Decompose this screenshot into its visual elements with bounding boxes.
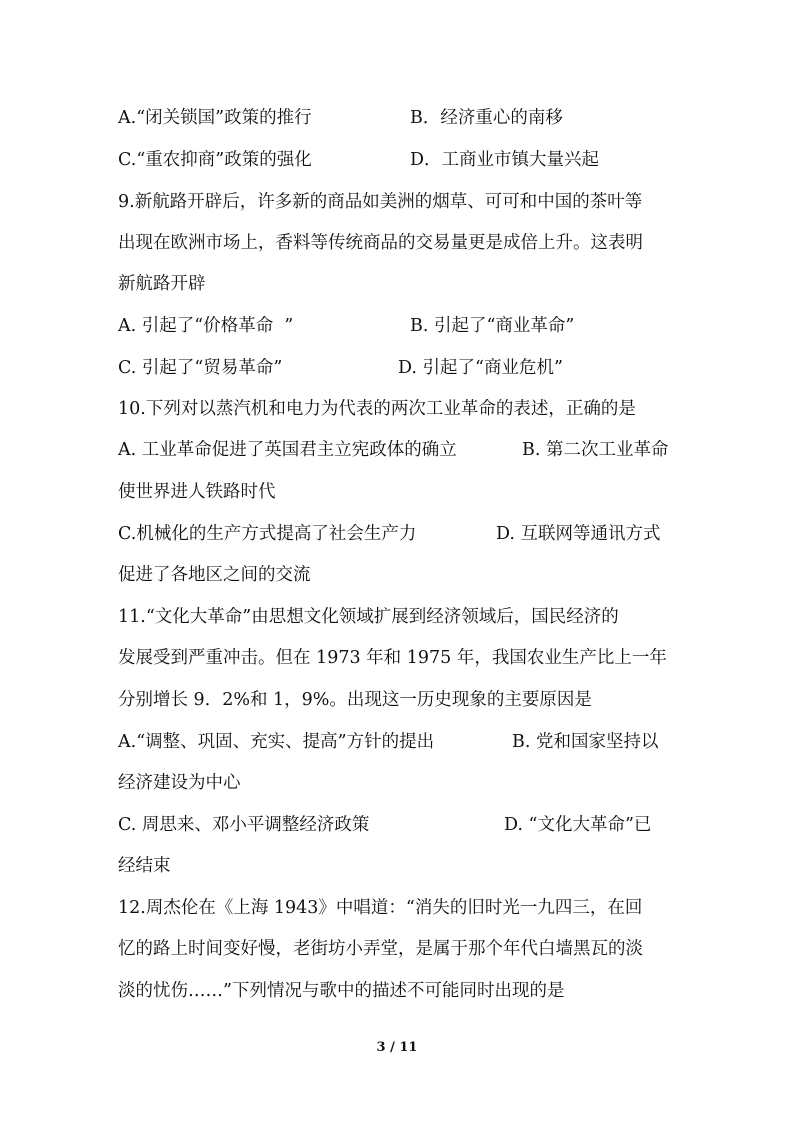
q11-option-d: D. “文化大革命”已 [504,815,652,835]
q10-option-a: A. 工业革命促进了英国君主立宪政体的确立 [118,440,457,460]
q9-option-a: A. 引起了“价格革命 ” [118,316,294,336]
q11-stem-line-3: 分别增长 9．2%和 1，9%。出现这一历史现象的主要原因是 [118,690,592,710]
q9-option-d: D. 引起了“商业危机” [398,358,563,378]
q11-option-a: A.“调整、巩固、充实、提高”方针的提出 [118,732,435,752]
q10-option-d: D. 互联网等通讯方式 [496,524,661,544]
q11-option-c: C. 周思来、邓小平调整经济政策 [118,815,370,835]
q9-option-b: B. 引起了“商业革命” [410,316,575,336]
q12-stem-line-3: 淡的忧伤……”下列情况与歌中的描述不可能同时出现的是 [118,981,565,1001]
q11-stem-line-1: 11.“文化大革命”由思想文化领域扩展到经济领域后，国民经济的 [118,607,619,627]
q10-option-b: B. 第二次工业革命 [522,440,669,460]
q12-stem-line-2: 忆的路上时间变好慢，老街坊小弄堂，是属于那个年代白墙黑瓦的淡 [118,939,643,959]
q10-option-c: C.机械化的生产方式提高了社会生产力 [118,524,417,544]
page-number: 3 / 11 [376,1040,418,1055]
q11-option-b-continued: 经济建设为中心 [118,773,241,793]
q10-stem: 10.下列对以蒸汽机和电力为代表的两次工业革命的表述，正确的是 [118,399,636,419]
q9-stem-line-1: 9.新航路开辟后，许多新的商品如美洲的烟草、可可和中国的茶叶等 [118,192,643,212]
q11-option-b: B. 党和国家坚持以 [512,732,659,752]
q11-option-d-continued: 经结束 [118,856,171,876]
q8-option-c: C.“重农抑商”政策的强化 [118,150,312,170]
q9-stem-line-3: 新航路开辟 [118,274,206,294]
q8-option-b: B．经济重心的南移 [410,108,563,128]
q12-stem-line-1: 12.周杰伦在《上海 1943》中唱道：“消失的旧时光一九四三，在回 [118,898,643,918]
q10-option-d-continued: 促进了各地区之间的交流 [118,565,311,585]
q8-option-d: D．工商业市镇大量兴起 [410,150,600,170]
q10-option-b-continued: 使世界进人铁路时代 [118,482,276,502]
q9-option-c: C. 引起了“贸易革命” [118,358,283,378]
q11-stem-line-2: 发展受到严重冲击。但在 1973 年和 1975 年，我国农业生产比上一年 [118,648,667,668]
q9-stem-line-2: 出现在欧洲市场上，香料等传统商品的交易量更是成倍上升。这表明 [118,233,643,253]
q8-option-a: A.“闭关锁国”政策的推行 [118,108,312,128]
